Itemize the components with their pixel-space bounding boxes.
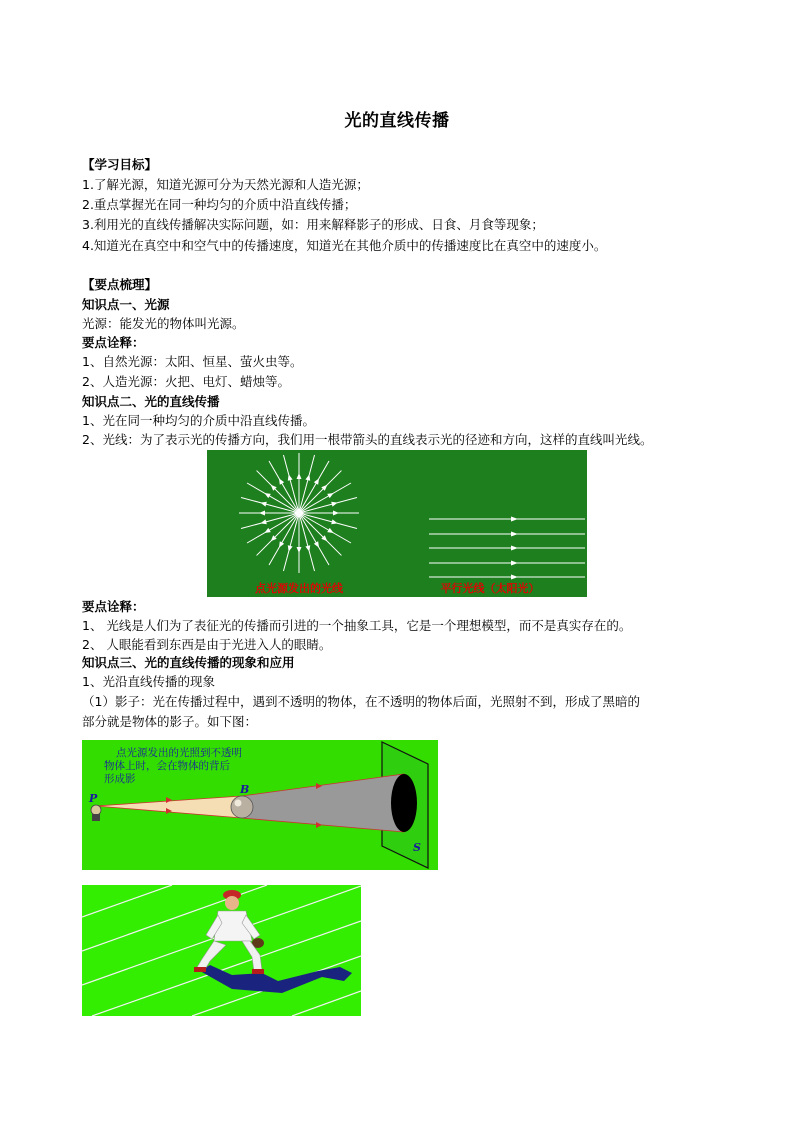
shadow-spot [391,774,417,832]
k3-sub-1: 1、光沿直线传播的现象 [82,674,215,689]
label-p: P [89,792,98,805]
k1-note-heading: 要点诠释： [82,335,145,350]
k2-heading: 知识点二、光的直线传播 [82,394,220,409]
point-source-icon [296,510,302,516]
k1-note-1: 1、自然光源：太阳、恒星、萤火虫等。 [82,354,303,369]
page-title: 光的直线传播 [344,111,450,131]
shadow-text-1: （1）影子：光在传播过程中，遇到不透明的物体，在不透明的物体后面，光照射不到，形成了黑暗的 [82,694,640,709]
light-rays-diagram [207,450,587,597]
goal-item-2: 2.重点掌握光在同一种均匀的介质中沿直线传播； [82,197,357,212]
k2-note-2: 2、 人眼能看到东西是由于光进入人的眼睛。 [82,637,332,652]
k1-note-2: 2、人造光源：火把、电灯、蜡烛等。 [82,374,290,389]
shadow-text-2: 部分就是物体的影子。如下图： [82,714,258,729]
k3-heading: 知识点三、光的直线传播的现象和应用 [82,655,295,670]
k2-note-heading: 要点诠释： [82,599,145,614]
light-rays-figure [207,450,587,597]
label-s: S [413,841,421,854]
goals-heading: 【学习目标】 [82,157,158,172]
k2-note-1: 1、 光线是人们为了表征光的传播而引进的一个抽象工具，它是一个理想模型，而不是真实存在的。 [82,618,632,633]
points-heading: 【要点梳理】 [82,277,158,292]
goal-item-4: 4.知道光在真空中和空气中的传播速度，知道光在其他介质中的传播速度比在真空中的速度小。 [82,238,607,253]
shadow-diagram [82,740,438,870]
goal-item-1: 1.了解光源，知道光源可分为天然光源和人造光源； [82,177,369,192]
shadow-formation-figure [82,740,438,870]
goal-item-3: 3.利用光的直线传播解决实际问题，如：用来解释影子的形成、日食、月食等现象； [82,217,544,232]
point-source-rays [239,453,359,573]
k1-definition: 光源：能发光的物体叫光源。 [82,316,245,331]
lamp-base [92,814,100,821]
player-shadow-illustration [82,885,361,1016]
k2-item-1: 1、光在同一种均匀的介质中沿直线传播。 [82,413,315,428]
point-source-caption: 点光源发出的光线 [255,582,343,595]
k2-item-2: 2、光线：为了表示光的传播方向，我们用一根带箭头的直线表示光的径迹和方向，这样的直线叫光线。 [82,432,653,447]
opaque-ball [231,796,253,818]
point-source-icon [91,805,101,815]
ball-highlight [235,800,242,807]
parallel-light-caption: 平行光线（太阳光） [440,582,540,595]
annotation-line-1: 点光源发出的光照到不透明 [116,747,242,759]
label-b: B [240,783,250,796]
annotation-line-2: 物体上时，会在物体的背后 [104,760,230,772]
annotation-line-3: 形成影 [104,773,136,785]
player-shadow-figure [82,885,361,1016]
k1-heading: 知识点一、光源 [82,297,170,312]
figure-background [82,885,361,1016]
